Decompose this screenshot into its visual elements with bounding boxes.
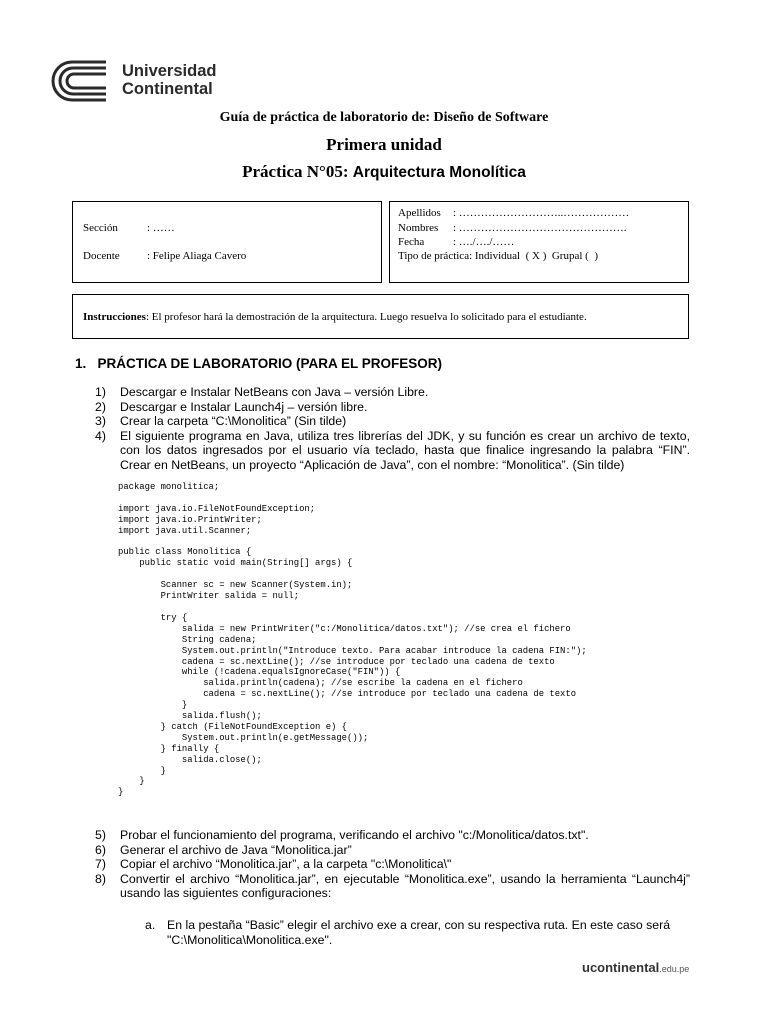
practice-name: Arquitectura Monolítica bbox=[352, 164, 526, 181]
docente-row bbox=[83, 250, 246, 262]
fecha-row bbox=[398, 236, 514, 248]
footer-brand bbox=[582, 960, 689, 975]
course-info-box bbox=[72, 201, 382, 283]
step-text: Generar el archivo de Java “Monolitica.jar” bbox=[120, 842, 352, 857]
step-number: 2) bbox=[95, 399, 106, 414]
instructions bbox=[83, 311, 587, 323]
fecha-label: Fecha bbox=[398, 236, 425, 248]
seccion-row bbox=[83, 222, 175, 234]
practice-prefix: Práctica N°05: bbox=[242, 162, 349, 181]
instructions-label: Instrucciones bbox=[83, 311, 146, 323]
step-number: 6) bbox=[95, 842, 106, 857]
logo-line-2: Continental bbox=[122, 80, 213, 98]
logo-line-1: Universidad bbox=[122, 62, 217, 80]
nombres-row bbox=[398, 222, 627, 234]
step-text: El siguiente programa en Java, utiliza tres librerías del JDK, y su función es crear un archivo de texto, con los datos ingresados por el usuario vía teclado, hasta que finalice ingresando la palabra “FIN”. Crear en NetBeans, un proyecto “Aplicación de Java”, con el nombre: “Monolitica”. (Sin tilde) bbox=[120, 428, 690, 472]
step-number: 5) bbox=[95, 828, 106, 842]
apellidos-value: : ………………………..……………… bbox=[453, 207, 630, 219]
step-text: Copiar el archivo “Monolitica.jar”, a la carpeta "c:\Monolitica\" bbox=[120, 857, 452, 871]
step-number: 7) bbox=[95, 857, 106, 871]
apellidos-row bbox=[398, 207, 629, 219]
apellidos-label: Apellidos bbox=[398, 207, 441, 219]
nombres-label: Nombres bbox=[398, 222, 439, 234]
student-info-box bbox=[389, 201, 689, 283]
fecha-value: : …./…./…… bbox=[453, 236, 515, 248]
docente-label: Docente bbox=[83, 250, 120, 262]
docente-value: : Felipe Aliaga Cavero bbox=[147, 250, 247, 262]
step-text: Crear la carpeta “C:\Monolitica” (Sin tilde) bbox=[120, 414, 347, 428]
step-text: Descargar e Instalar NetBeans con Java – versión Libre. bbox=[120, 385, 429, 399]
practice-title bbox=[0, 162, 768, 182]
university-name bbox=[122, 62, 216, 98]
unit-title: Primera unidad bbox=[326, 135, 442, 154]
sub-item-letter: a. bbox=[145, 918, 156, 932]
step-number: 4) bbox=[95, 428, 106, 443]
step-text: Descargar e Instalar Launch4j – versión libre. bbox=[120, 399, 368, 414]
section-heading: 1. PRÁCTICA DE LABORATORIO (PARA EL PROFESOR) bbox=[75, 356, 443, 371]
step-text: Probar el funcionamiento del programa, verificando el archivo "c:/Monolitica/datos.txt". bbox=[120, 828, 589, 842]
nombres-value: : ………………………………………. bbox=[453, 222, 627, 234]
guide-title: Guía de práctica de laboratorio de: Diseño de Software bbox=[219, 110, 549, 125]
instructions-box bbox=[72, 294, 689, 339]
step-number: 1) bbox=[95, 385, 106, 399]
sub-item-text: En la pestaña “Basic” elegir el archivo exe a crear, con su respectiva ruta. En este caso será "C:\Monolitica\Monolitica.exe". bbox=[167, 918, 671, 947]
footer-domain: .edu.pe bbox=[659, 964, 690, 974]
footer-brand-name: ucontinental bbox=[582, 960, 660, 975]
seccion-label: Sección bbox=[83, 222, 118, 234]
practice-type: Tipo de práctica: Individual ( X ) Grupal ( ) bbox=[398, 250, 598, 262]
step-number: 8) bbox=[95, 871, 106, 886]
step-text: Convertir el archivo “Monolitica.jar”, en ejecutable “Monolitica.exe”, usando la herramienta “Launch4j” usando las siguientes configuraciones: bbox=[120, 871, 690, 900]
instructions-text: : El profesor hará la demostración de la arquitectura. Luego resuelva lo solicitado para el estudiante. bbox=[145, 311, 587, 323]
university-logo-icon bbox=[50, 58, 112, 104]
java-code-block: package monolitica; import java.io.FileNotFoundException; import java.io.PrintWriter; import java.util.Scanner; public class Monolitica { public static void main(String[] args) { Scanner sc = new Scanner(System.in); PrintWriter salida = null; try { salida = new PrintWriter("c:/Monolitica/datos.txt"); //se crea el fichero String cadena; System.out.println("Introduce texto. Para acabar introduce la cadena FIN:"); cadena = sc.nextLine(); //se introduce por teclado una cadena de texto while (!cadena.equalsIgnoreCase("FIN")) { salida.println(cadena); //se escribe la cadena en el fichero cadena = sc.nextLine(); //se introduce por teclado una cadena de texto } salida.flush(); } catch (FileNotFoundException e) { System.out.println(e.getMessage()); } finally { salida.close(); } } } bbox=[118, 482, 587, 798]
seccion-value: : …… bbox=[147, 222, 175, 234]
step-number: 3) bbox=[95, 414, 106, 428]
